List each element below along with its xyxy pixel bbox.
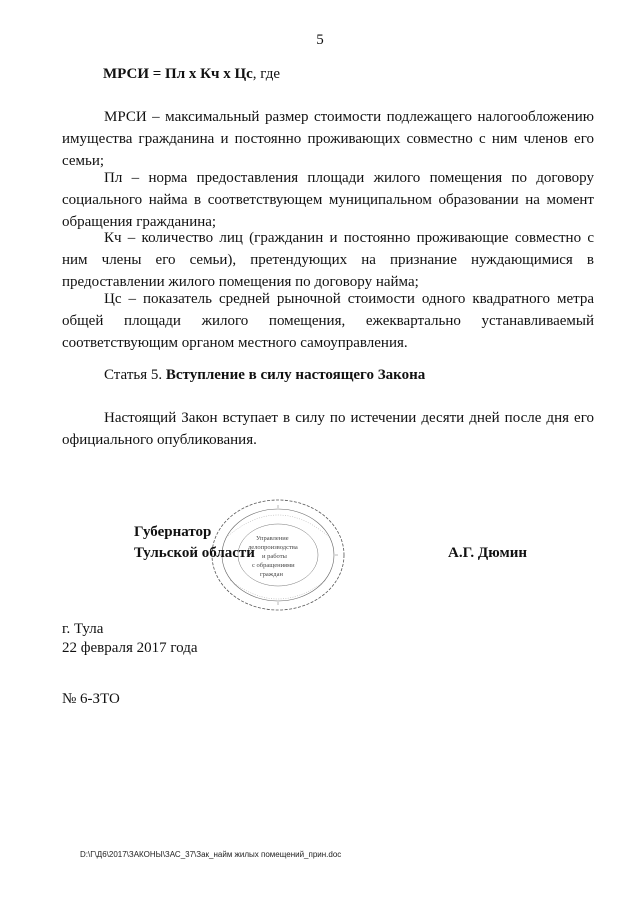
signatory-title-line2: Тульской области <box>134 545 255 561</box>
formula <box>103 66 280 83</box>
svg-text:с обращениями: с обращениями <box>252 562 295 569</box>
article-text: Настоящий Закон вступает в силу по истечении десяти дней после дня его официального опубликования. <box>62 410 594 448</box>
article-title: Вступление в силу настоящего Закона <box>165 367 426 383</box>
article-prefix: Статья 5. <box>104 367 166 383</box>
svg-text:и работы: и работы <box>262 553 287 560</box>
definition-pl: Пл – норма предоставления площади жилого помещения по договору социального найма в соответствующем муниципальном образовании на момент обращения гражданина; <box>62 170 594 230</box>
signatory-name: А.Г. Дюмин <box>448 545 528 561</box>
definition-kch: Кч – количество лиц (гражданин и постоянно проживающие совместно с ним члены его семьи), претендующих на признание нуждающимися в предоставлении жилого помещения по договору найма; <box>62 230 594 290</box>
svg-text:Управление: Управление <box>256 535 289 542</box>
svg-text:делопроизводства: делопроизводства <box>248 544 298 551</box>
page-number: 5 <box>316 32 324 48</box>
date-of-signing: 22 февраля 2017 года <box>62 640 198 656</box>
formula-suffix: , где <box>252 66 280 82</box>
place-of-signing: г. Тула <box>62 621 104 637</box>
signatory-title-line1: Губернатор <box>134 524 212 540</box>
footer-file-path: D:\Г\Д6\2017\ЗАКОНЫ\ЗАС_37\Зак_найм жилых помещений_прин.doc <box>80 850 342 859</box>
law-number: № 6-ЗТО <box>62 691 120 707</box>
article-heading <box>104 367 425 384</box>
formula-expression: МРСИ = Пл х Кч х Цс <box>103 66 253 82</box>
definition-cs: Цс – показатель средней рыночной стоимости одного квадратного метра общей площади жилого помещения, ежеквартально устанавливаемый соответствующим органом местного самоуправления. <box>62 291 594 351</box>
svg-text:граждан: граждан <box>260 571 283 578</box>
definition-mrsi: МРСИ – максимальный размер стоимости подлежащего налогообложению имущества гражданина и постоянно проживающих совместно с ним членов его семьи; <box>62 109 594 169</box>
